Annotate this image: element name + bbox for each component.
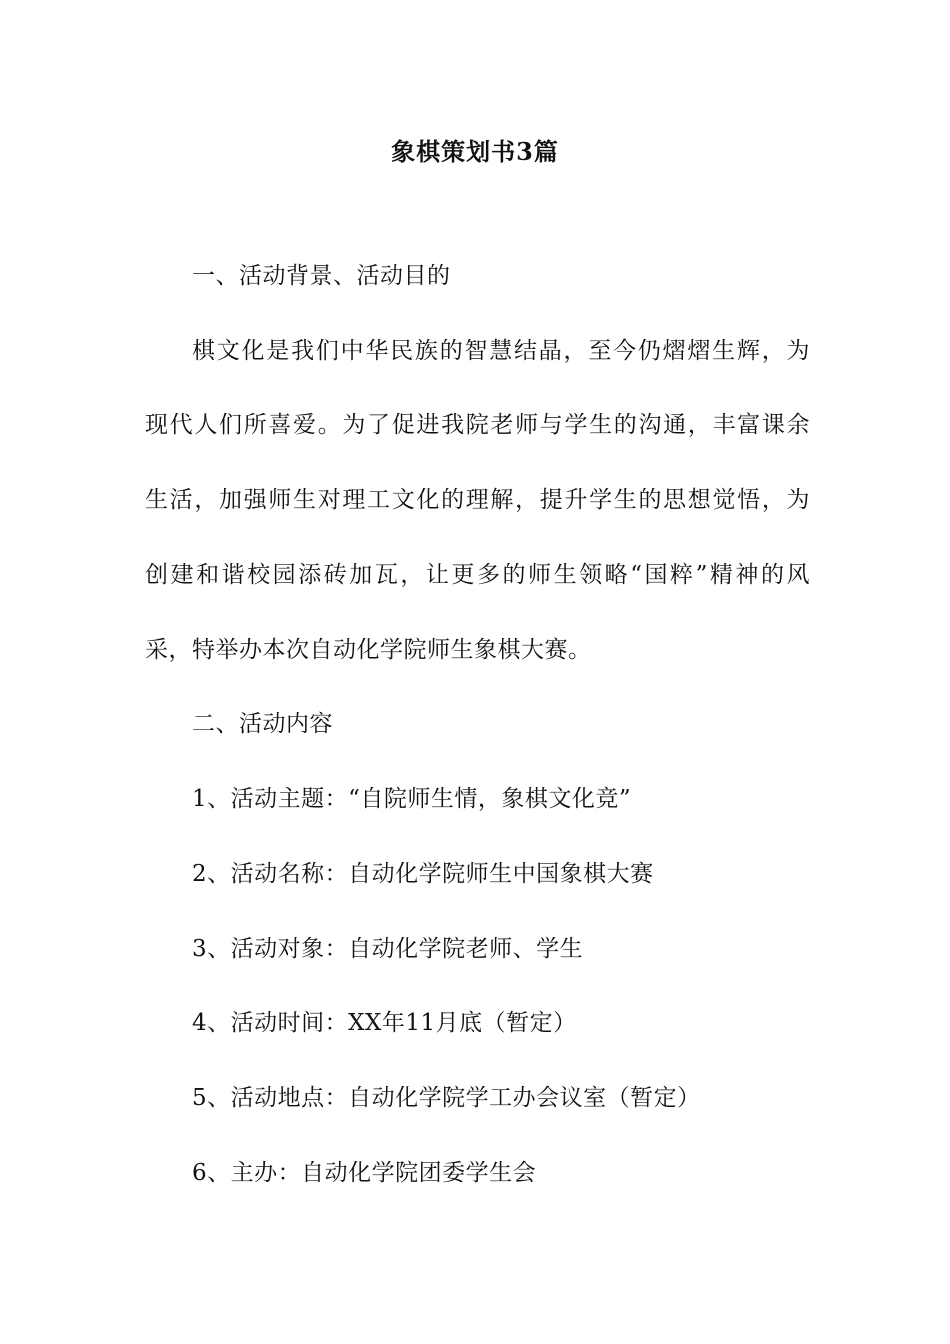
paragraph-line-3: 生活，加强师生对理工文化的理解，提升学生的思想觉悟，为 <box>145 487 810 513</box>
list-item-location: 5、活动地点：自动化学院学工办会议室（暂定） <box>192 1085 701 1111</box>
paragraph-line-5: 采，特举办本次自动化学院师生象棋大赛。 <box>145 637 592 663</box>
section-heading-background: 一、活动背景、活动目的 <box>192 263 451 289</box>
list-item-audience: 3、活动对象：自动化学院老师、学生 <box>192 936 584 962</box>
list-item-name: 2、活动名称：自动化学院师生中国象棋大赛 <box>192 861 654 887</box>
list-item-organizer: 6、主办：自动化学院团委学生会 <box>192 1160 537 1186</box>
paragraph-line-1: 棋文化是我们中华民族的智慧结晶，至今仍熠熠生辉，为 <box>192 338 810 364</box>
section-heading-content: 二、活动内容 <box>192 711 333 737</box>
list-item-theme: 1、活动主题：“自院师生情，象棋文化竞” <box>192 786 632 812</box>
paragraph-line-2: 现代人们所喜爱。为了促进我院老师与学生的沟通，丰富课余 <box>145 412 810 438</box>
paragraph-line-4: 创建和谐校园添砖加瓦，让更多的师生领略“国粹”精神的风 <box>145 562 810 588</box>
document-title: 象棋策划书3篇 <box>391 137 559 166</box>
list-item-time: 4、活动时间：XX年11月底（暂定） <box>192 1010 577 1036</box>
